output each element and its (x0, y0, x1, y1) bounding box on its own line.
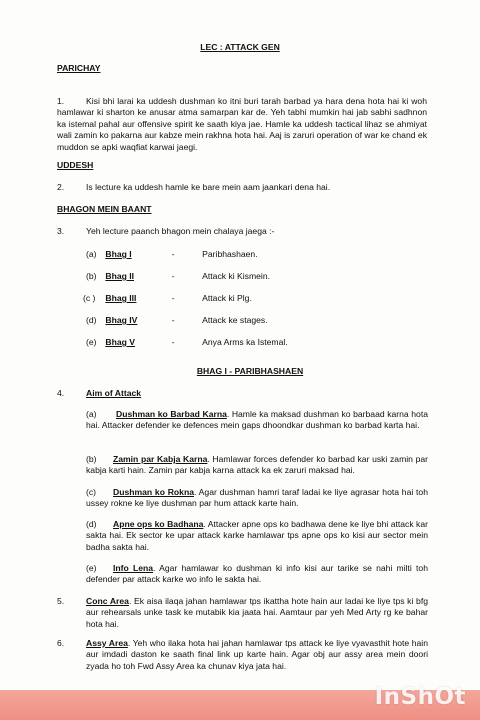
para-5-number: 5. (57, 596, 65, 606)
bhag-list-item (86, 337, 288, 348)
para-1-number: 1. (57, 96, 65, 106)
para-6-text (86, 638, 428, 672)
sub-title: Zamin par Kabja Karna (113, 454, 208, 464)
sub-key: (c) (86, 487, 97, 497)
sub-text: . Attacker apne ops ko badhawa dene ke liye bhi attack kar sakta hai. Ek sector ke upar attack karke hamlawar tps apne ops ko kisi aur sector mein badha sakta hai. (86, 519, 429, 552)
bhag-1-heading: BHAG I - PARIBHASHAEN (196, 366, 304, 376)
aim-sub-e (86, 563, 428, 586)
para-3-text: Yeh lecture paanch bhagon mein chalaya jaega :- (86, 226, 275, 236)
conc-area-text: . Ek aisa ilaqa jahan hamlawar tps ikattha hote hain aur ladai ke liye tps ki bfg aur rehearsals unke task ke mutabik kia jaata hai. Aamtaur par yeh Med Arty rg ke bahar hota hai. (86, 596, 428, 629)
sub-title: Apne ops ko Badhana (113, 519, 204, 529)
sub-key: (e) (86, 563, 97, 573)
bhag-item-dash: - (171, 293, 175, 303)
para-2-text: Is lecture ka uddesh hamle ke bare mein aam jaankari dena hai. (86, 182, 331, 192)
bhag-item-key: (b) (86, 271, 97, 281)
bhag-item-desc: Paribhashaen. (202, 249, 258, 259)
para-1-text: Kisi bhi larai ka uddesh dushman ko itni buri tarah barbad ya hara dena hota hai ki woh hamlawar ki sharton ke anusar atma samarpan kar de. Yeh tabhi mumkin hai jab sabhi sadhnon ka istemal pahal aur offensive spirit ke saath kiya jae. Hamle ka uddesh tactical lihaz se ahmiyat wali zamin ko pakarna aur kabze mein rakhna hota hai. Aaj is zaruri operation of war ke chand ek muddon se apki waqfiat karwai jaegi. (57, 96, 427, 152)
para-4-number: 4. (57, 388, 65, 398)
bhag-item-label: Bhag I (105, 249, 132, 259)
bhag-item-desc: Anya Arms ka Istemal. (202, 337, 288, 347)
bhag-item-key: (d) (86, 315, 97, 325)
bhag-list-item (86, 249, 258, 260)
sub-title: Info Lena (113, 563, 154, 573)
para-2-number: 2. (57, 182, 65, 192)
bhag-item-label: Bhag V (105, 337, 135, 347)
bhagon-heading: BHAGON MEIN BAANT (57, 204, 152, 214)
aim-sub-a (86, 409, 428, 432)
sub-key: (b) (86, 454, 97, 464)
sub-title: Dushman ko Rokna (113, 487, 194, 497)
sub-text: . Hamle ka maksad dushman ko barbaad karna hota hai. Attacker defender ke defences mein gaps dhoondkar dushman ko barbad karta hai. (86, 409, 428, 431)
aim-sub-c (86, 487, 428, 510)
aim-sub-b (86, 454, 428, 477)
bhag-item-key: (c ) (83, 293, 96, 303)
bhag-item-label: Bhag II (105, 271, 135, 281)
bhag-list-item (86, 315, 268, 326)
bhag-item-key: (a) (86, 249, 97, 259)
bhag-item-label: Bhag III (105, 293, 137, 303)
bhag-list-item (86, 271, 270, 282)
document-title: LEC : ATTACK GEN (200, 42, 280, 52)
conc-area-title: Conc Area (86, 596, 129, 606)
uddesh-heading: UDDESH (57, 160, 94, 170)
bhag-item-dash: - (171, 315, 175, 325)
sub-text: . Agar dushman hamri taraf ladai ke liye agrasar hota hai toh ussey rokne ke liye dushman par hum attack karte hain. (86, 487, 428, 509)
bhag-item-desc: Attack ki Plg. (202, 293, 252, 303)
parichay-heading: PARICHAY (57, 63, 101, 73)
bhag-item-key: (e) (86, 337, 97, 347)
aim-sub-d (86, 519, 428, 553)
inshot-watermark: InShOt (374, 684, 466, 710)
bhag-item-dash: - (171, 249, 175, 259)
bhag-list-item (83, 293, 252, 304)
assy-area-title: Assy Area (86, 638, 128, 648)
bhag-item-desc: Attack ke stages. (202, 315, 268, 325)
para-5-text (86, 596, 428, 630)
sub-key: (a) (86, 409, 97, 419)
sub-text: . Hamlawar forces defender ko barbad kar uski zamin par kabja karti hain. Zamin par kabja karna attack ka ek zaruri maksad hai. (86, 454, 428, 476)
sub-title: Dushman ko Barbad Karna (116, 409, 227, 419)
bhag-item-desc: Attack ki Kismein. (202, 271, 270, 281)
sub-text: . Agar hamlawar ko dushman ki info kisi aur tarike se nahi milti toh defender par attack karke wo info le sakta hai. (86, 563, 428, 585)
aim-heading: Aim of Attack (86, 388, 142, 398)
sub-key: (d) (86, 519, 97, 529)
bhag-item-label: Bhag IV (105, 315, 138, 325)
assy-area-text: . Yeh who ilaka hota hai jahan hamlawar tps attack ke liye vyavasthit hote hain aur imdadi daston ke saath final link up karte hain. Agar obj aur assy area mein doori zyada ho toh Fwd Assy Area ka chunav kiya jata hai. (86, 638, 428, 671)
para-6-number: 6. (57, 638, 65, 648)
bhag-item-dash: - (171, 271, 175, 281)
para-3-number: 3. (57, 226, 65, 236)
bhag-item-dash: - (171, 337, 175, 347)
